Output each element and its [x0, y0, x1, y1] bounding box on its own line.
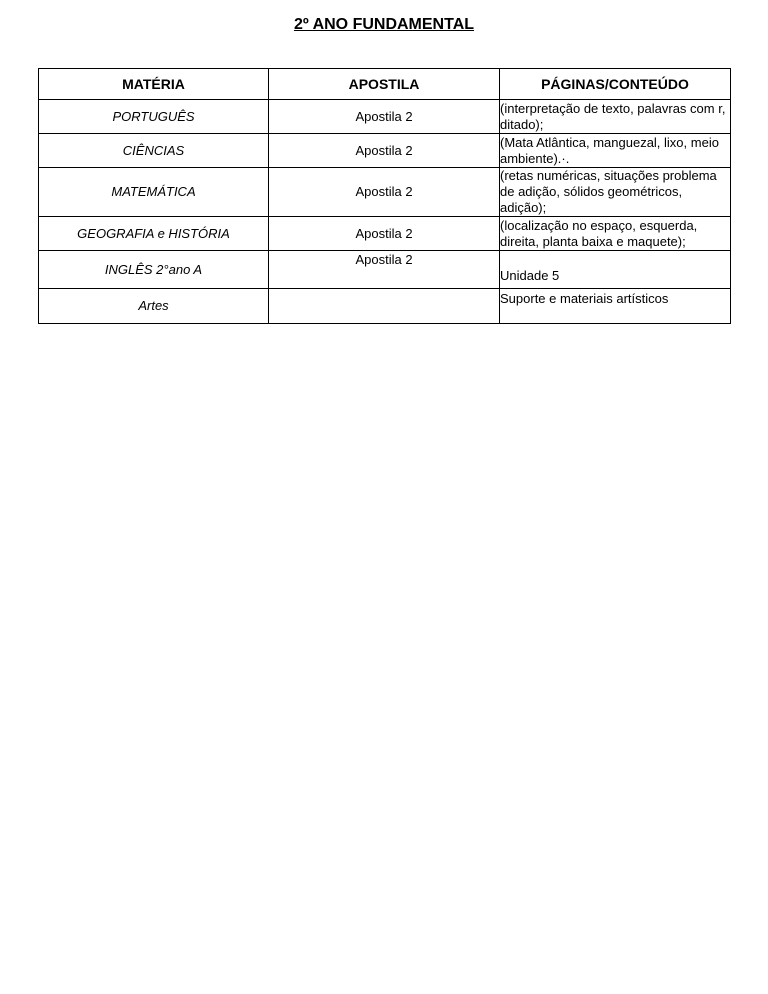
subject-cell: CIÊNCIAS [39, 134, 269, 168]
schedule-table [38, 68, 731, 324]
column-header-content: PÁGINAS/CONTEÚDO [500, 69, 731, 100]
content-cell: Unidade 5 [500, 251, 731, 289]
booklet-cell: Apostila 2 [269, 134, 500, 168]
table-body [39, 100, 731, 324]
content-cell: (Mata Atlântica, manguezal, lixo, meio ambiente).·. [500, 134, 731, 168]
column-header-subject: MATÉRIA [39, 69, 269, 100]
booklet-cell: Apostila 2 [269, 168, 500, 217]
subject-cell: MATEMÁTICA [39, 168, 269, 217]
subject-cell: GEOGRAFIA e HISTÓRIA [39, 217, 269, 251]
table-row [39, 168, 731, 217]
subject-cell: PORTUGUÊS [39, 100, 269, 134]
table-row [39, 134, 731, 168]
subject-cell: Artes [39, 289, 269, 324]
table-row [39, 251, 731, 289]
content-cell: Suporte e materiais artísticos [500, 289, 731, 324]
subject-cell: INGLÊS 2°ano A [39, 251, 269, 289]
content-cell: (interpretação de texto, palavras com r, ditado); [500, 100, 731, 134]
booklet-cell [269, 289, 500, 324]
table-header [39, 69, 731, 100]
table-row [39, 289, 731, 324]
column-header-booklet: APOSTILA [269, 69, 500, 100]
table-row [39, 100, 731, 134]
page-title: 2º ANO FUNDAMENTAL [293, 16, 475, 33]
booklet-cell: Apostila 2 [269, 100, 500, 134]
booklet-cell: Apostila 2 [269, 251, 500, 289]
content-cell: (localização no espaço, esquerda, direita, planta baixa e maquete); [500, 217, 731, 251]
table-row [39, 217, 731, 251]
content-cell: (retas numéricas, situações problema de adição, sólidos geométricos, adição); [500, 168, 731, 217]
booklet-cell: Apostila 2 [269, 217, 500, 251]
header-row [39, 69, 731, 100]
